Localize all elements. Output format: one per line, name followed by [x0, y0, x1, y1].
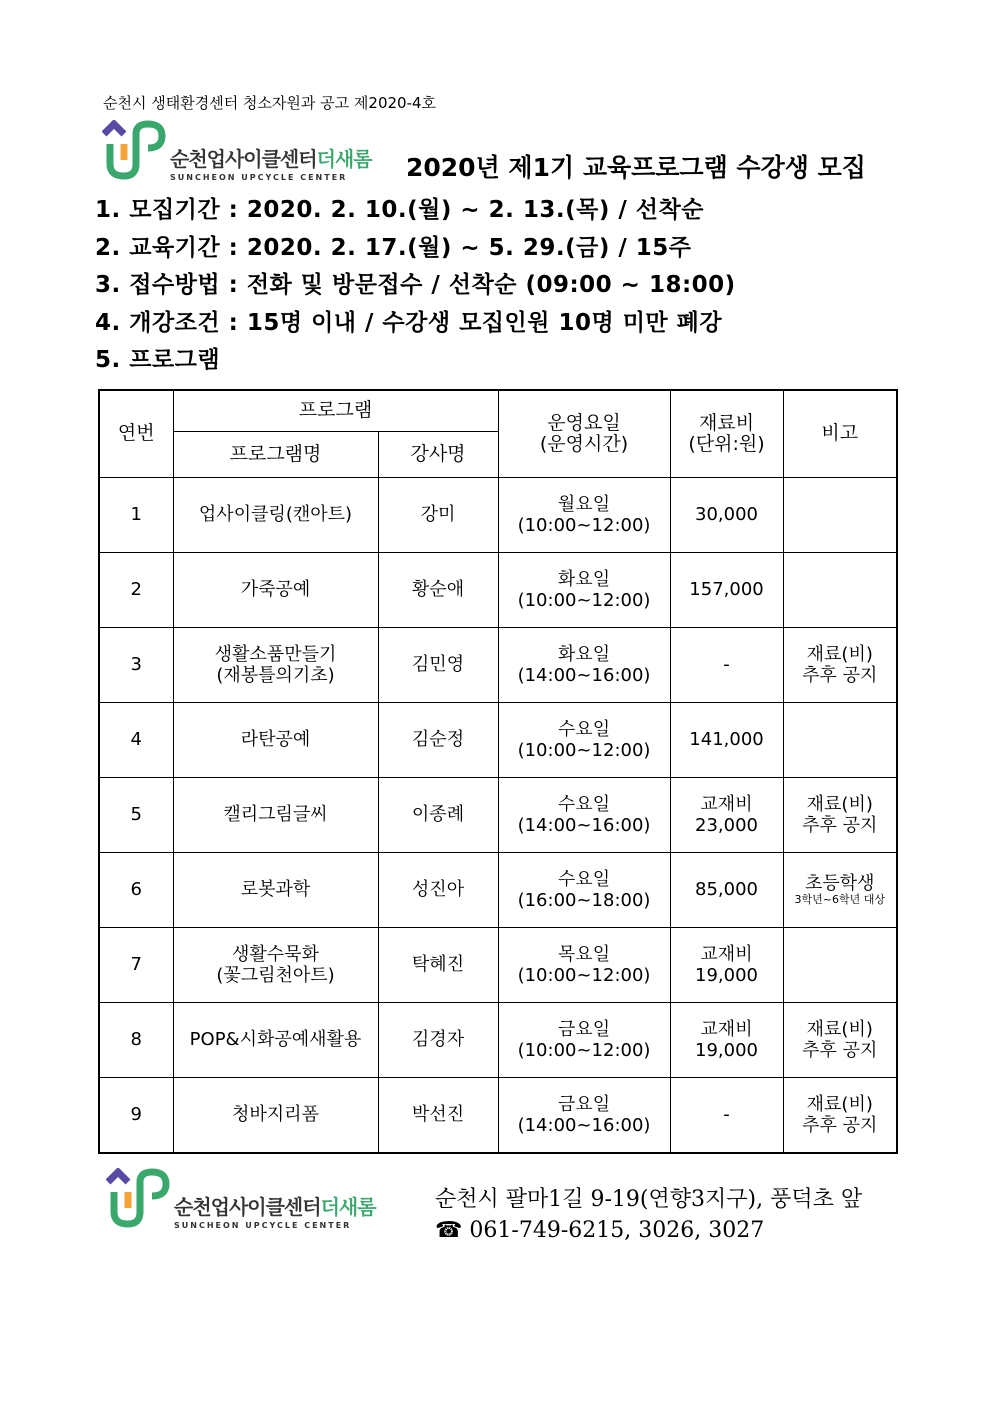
header-instructor: 강사명	[378, 431, 498, 477]
table-row	[99, 927, 897, 1002]
logo-name: 순천업사이클센터	[174, 1195, 321, 1219]
header-program: 프로그램	[173, 390, 498, 431]
program-name: 청바지리폼	[173, 1077, 378, 1153]
material-fee: 교재비 23,000	[670, 777, 783, 852]
program-name: 생활수묵화 (꽃그림천아트)	[173, 927, 378, 1002]
material-fee: -	[670, 1077, 783, 1153]
table-row	[99, 552, 897, 627]
logo-accent: 더새롬	[316, 147, 372, 171]
header-no: 연번	[99, 390, 173, 477]
table-row	[99, 777, 897, 852]
schedule: 화요일 (10:00~12:00)	[498, 552, 670, 627]
row-no: 8	[99, 1002, 173, 1077]
row-no: 5	[99, 777, 173, 852]
logo-accent: 더새롬	[320, 1195, 376, 1219]
page-title: 2020년 제1기 교육프로그램 수강생 모집	[406, 153, 866, 182]
schedule: 월요일 (10:00~12:00)	[498, 477, 670, 552]
schedule: 화요일 (14:00~16:00)	[498, 627, 670, 702]
note: 재료(비) 추후 공지	[783, 1002, 897, 1077]
instructor: 김민영	[378, 627, 498, 702]
program-name: 가죽공예	[173, 552, 378, 627]
table-row	[99, 702, 897, 777]
info-item: 3. 접수방법 : 전화 및 방문접수 / 선착순 (09:00 ~ 18:00)	[95, 272, 736, 298]
material-fee: 30,000	[670, 477, 783, 552]
program-name: 로봇과학	[173, 852, 378, 927]
info-list	[95, 194, 736, 382]
table-row	[99, 627, 897, 702]
material-fee: 교재비 19,000	[670, 927, 783, 1002]
logo	[102, 120, 372, 182]
table-row	[99, 852, 897, 927]
schedule: 수요일 (16:00~18:00)	[498, 852, 670, 927]
phone-icon: ☎	[435, 1218, 463, 1243]
info-item: 4. 개강조건 : 15명 이내 / 수강생 모집인원 10명 미만 폐강	[95, 309, 723, 336]
row-no: 1	[99, 477, 173, 552]
row-no: 7	[99, 927, 173, 1002]
address: 순천시 팔마1길 9-19(연향3지구), 풍덕초 앞	[435, 1187, 863, 1212]
logo-up-icon	[106, 1168, 172, 1230]
note: 재료(비) 추후 공지	[783, 777, 897, 852]
instructor: 이종례	[378, 777, 498, 852]
schedule: 금요일 (14:00~16:00)	[498, 1077, 670, 1153]
table-row	[99, 1002, 897, 1077]
info-item: 1. 모집기간 : 2020. 2. 10.(월) ~ 2. 13.(목) / 선착순	[95, 197, 704, 223]
schedule: 금요일 (10:00~12:00)	[498, 1002, 670, 1077]
footer-contact	[435, 1184, 862, 1246]
note: 초등학생 3학년~6학년 대상	[783, 852, 897, 927]
info-item: 5. 프로그램	[95, 347, 221, 373]
program-name: 업사이클링(캔아트)	[173, 477, 378, 552]
header-program-name: 프로그램명	[173, 431, 378, 477]
footer-logo	[106, 1168, 376, 1230]
phone-number: 061-749-6215, 3026, 3027	[469, 1218, 765, 1243]
program-name: 생활소품만들기 (재봉틀의기초)	[173, 627, 378, 702]
program-name: 캘리그림글씨	[173, 777, 378, 852]
material-fee: -	[670, 627, 783, 702]
row-no: 9	[99, 1077, 173, 1153]
note	[783, 927, 897, 1002]
instructor: 탁혜진	[378, 927, 498, 1002]
material-fee: 141,000	[670, 702, 783, 777]
table-row	[99, 1077, 897, 1153]
instructor: 김순정	[378, 702, 498, 777]
header-note: 비고	[783, 390, 897, 477]
program-name: 라탄공예	[173, 702, 378, 777]
schedule: 목요일 (10:00~12:00)	[498, 927, 670, 1002]
notice-number: 순천시 생태환경센터 청소자원과 공고 제2020-4호	[103, 94, 437, 112]
instructor: 성진아	[378, 852, 498, 927]
row-no: 2	[99, 552, 173, 627]
row-no: 3	[99, 627, 173, 702]
logo-english: SUNCHEON UPCYCLE CENTER	[174, 1221, 352, 1230]
header-schedule: 운영요일 (운영시간)	[498, 390, 670, 477]
header-fee: 재료비 (단위:원)	[670, 390, 783, 477]
instructor: 강미	[378, 477, 498, 552]
note	[783, 702, 897, 777]
instructor: 황순애	[378, 552, 498, 627]
note	[783, 477, 897, 552]
program-table	[98, 389, 898, 1154]
material-fee: 교재비 19,000	[670, 1002, 783, 1077]
logo-english: SUNCHEON UPCYCLE CENTER	[170, 173, 348, 182]
row-no: 4	[99, 702, 173, 777]
note: 재료(비) 추후 공지	[783, 1077, 897, 1153]
note: 재료(비) 추후 공지	[783, 627, 897, 702]
material-fee: 85,000	[670, 852, 783, 927]
note	[783, 552, 897, 627]
instructor: 박선진	[378, 1077, 498, 1153]
table-row	[99, 477, 897, 552]
instructor: 김경자	[378, 1002, 498, 1077]
logo-name: 순천업사이클센터	[170, 147, 317, 171]
schedule: 수요일 (10:00~12:00)	[498, 702, 670, 777]
material-fee: 157,000	[670, 552, 783, 627]
program-name: POP&시화공예새활용	[173, 1002, 378, 1077]
row-no: 6	[99, 852, 173, 927]
schedule: 수요일 (14:00~16:00)	[498, 777, 670, 852]
info-item: 2. 교육기간 : 2020. 2. 17.(월) ~ 5. 29.(금) / 15주	[95, 234, 692, 261]
logo-up-icon	[102, 120, 168, 182]
